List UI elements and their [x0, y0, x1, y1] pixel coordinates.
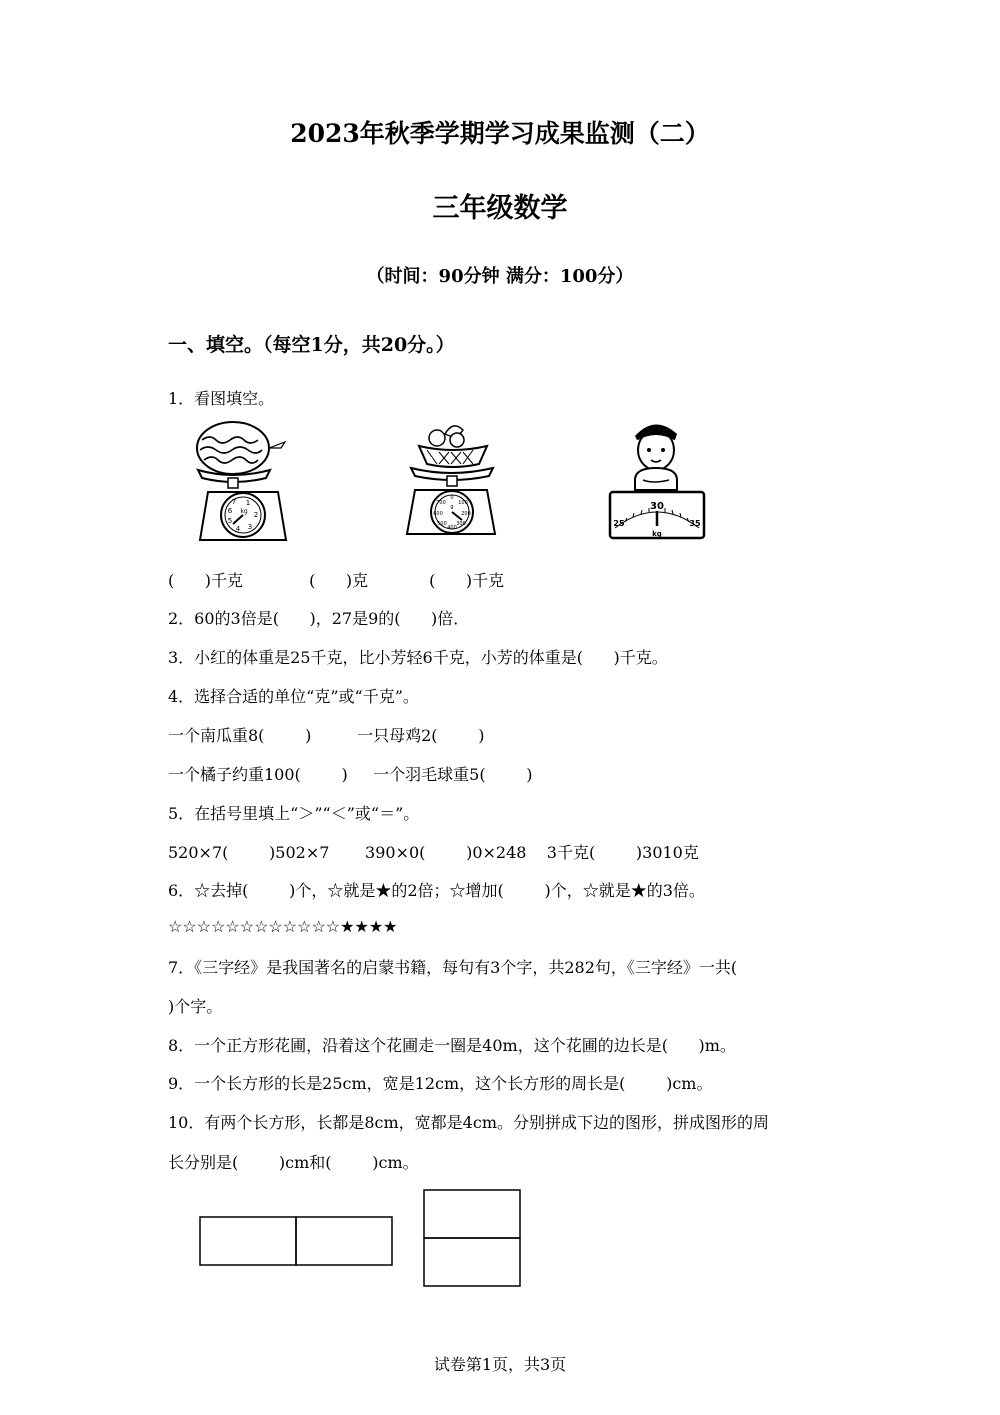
question-4: 4．选择合适的单位“克”或“千克”。 — [168, 687, 419, 706]
watermelon-icon — [197, 422, 269, 474]
scale2-num: 600 — [433, 511, 443, 517]
question-3: 3．小红的体重是25千克，比小芳轻6千克，小芳的体重是( )千克。 — [168, 648, 668, 667]
rectangle-right — [296, 1217, 392, 1265]
scale3-unit: kg — [652, 530, 662, 538]
scale3-num: 35 — [689, 519, 701, 528]
scale1-num: 5 — [227, 517, 233, 525]
question-6-stars: ☆☆☆☆☆☆☆☆☆☆☆☆★★★★ — [168, 917, 398, 936]
rectangle-left — [200, 1217, 296, 1265]
question-2: 2．60的3倍是( )，27是9的( )倍． — [168, 609, 470, 628]
rectangles-vertical-figure — [423, 1189, 523, 1289]
question-6: 6．☆去掉( )个，☆就是★的2倍；☆增加( )个，☆就是★的3倍。 — [168, 881, 705, 900]
rectangle-bottom — [424, 1238, 520, 1286]
scale2-num: 700 — [436, 500, 446, 506]
scale2-num: 100 — [458, 500, 468, 506]
scale1-num: 7 — [231, 498, 237, 506]
scale1-num: 3 — [247, 523, 253, 531]
question-5: 5．在括号里填上“＞”“＜”或“＝”。 — [168, 804, 420, 823]
page-footer: 试卷第1页，共3页 — [433, 1355, 567, 1374]
question-9: 9．一个长方形的长是25cm，宽是12cm，这个长方形的周长是( )cm。 — [168, 1074, 713, 1093]
question-8: 8．一个正方形花圃，沿着这个花圃走一圈是40m，这个花圃的边长是( )m。 — [168, 1036, 736, 1055]
exam-subtitle: 三年级数学 — [432, 193, 568, 224]
apple-icon — [429, 430, 445, 446]
question-4-row-1: 一个南瓜重8( ) 一只母鸡2( ) — [168, 726, 485, 745]
watermelon-scale-figure — [190, 418, 300, 546]
question-7-cont: )个字。 — [168, 997, 223, 1016]
question-1: 1．看图填空。 — [168, 389, 275, 408]
scale1-num: 2 — [253, 511, 259, 519]
rectangle-top — [424, 1190, 520, 1238]
scale1-num: 1 — [245, 499, 251, 507]
question-7: 7．《三字经》是我国著名的启蒙书籍，每句有3个字，共282句，《三字经》一共( — [168, 958, 738, 977]
scale3-num: 30 — [650, 501, 664, 512]
figure-answers: ( )千克 ( )克 ( )千克 — [168, 571, 505, 590]
question-5-row: 520×7( )502×7 390×0( )0×248 3千克( )3010克 — [168, 843, 699, 862]
scale2-num: 400 — [447, 525, 457, 531]
question-4-row-2: 一个橘子约重100( ) 一个羽毛球重5( ) — [168, 765, 533, 784]
exam-title: 2023年秋季学期学习成果监测（二） — [290, 119, 710, 148]
basket-icon — [419, 446, 487, 467]
scale2-unit: g — [450, 504, 454, 510]
scale2-num: 200 — [461, 511, 471, 517]
question-10: 10．有两个长方形，长都是8cm，宽都是4cm。分别拼成下边的图形，拼成图形的周 — [168, 1113, 769, 1132]
scale1-num: 6 — [227, 507, 233, 515]
exam-info: （时间：90分钟 满分：100分） — [366, 266, 634, 287]
scale3-num: 25 — [613, 519, 625, 528]
question-10-cont: 长分别是( )cm和( )cm。 — [168, 1153, 419, 1172]
scale2-num: 0 — [450, 495, 454, 501]
boy-scale-figure — [605, 418, 710, 544]
rectangles-horizontal-figure — [199, 1216, 395, 1268]
scale1-num: 4 — [235, 525, 241, 533]
scale1-unit: kg — [240, 508, 248, 515]
section-heading: 一、填空。（每空1分，共20分。） — [168, 334, 455, 356]
scale2-num: 500 — [437, 521, 447, 527]
fruit-basket-scale-figure — [405, 420, 500, 542]
scale2-num: 300 — [456, 521, 466, 527]
